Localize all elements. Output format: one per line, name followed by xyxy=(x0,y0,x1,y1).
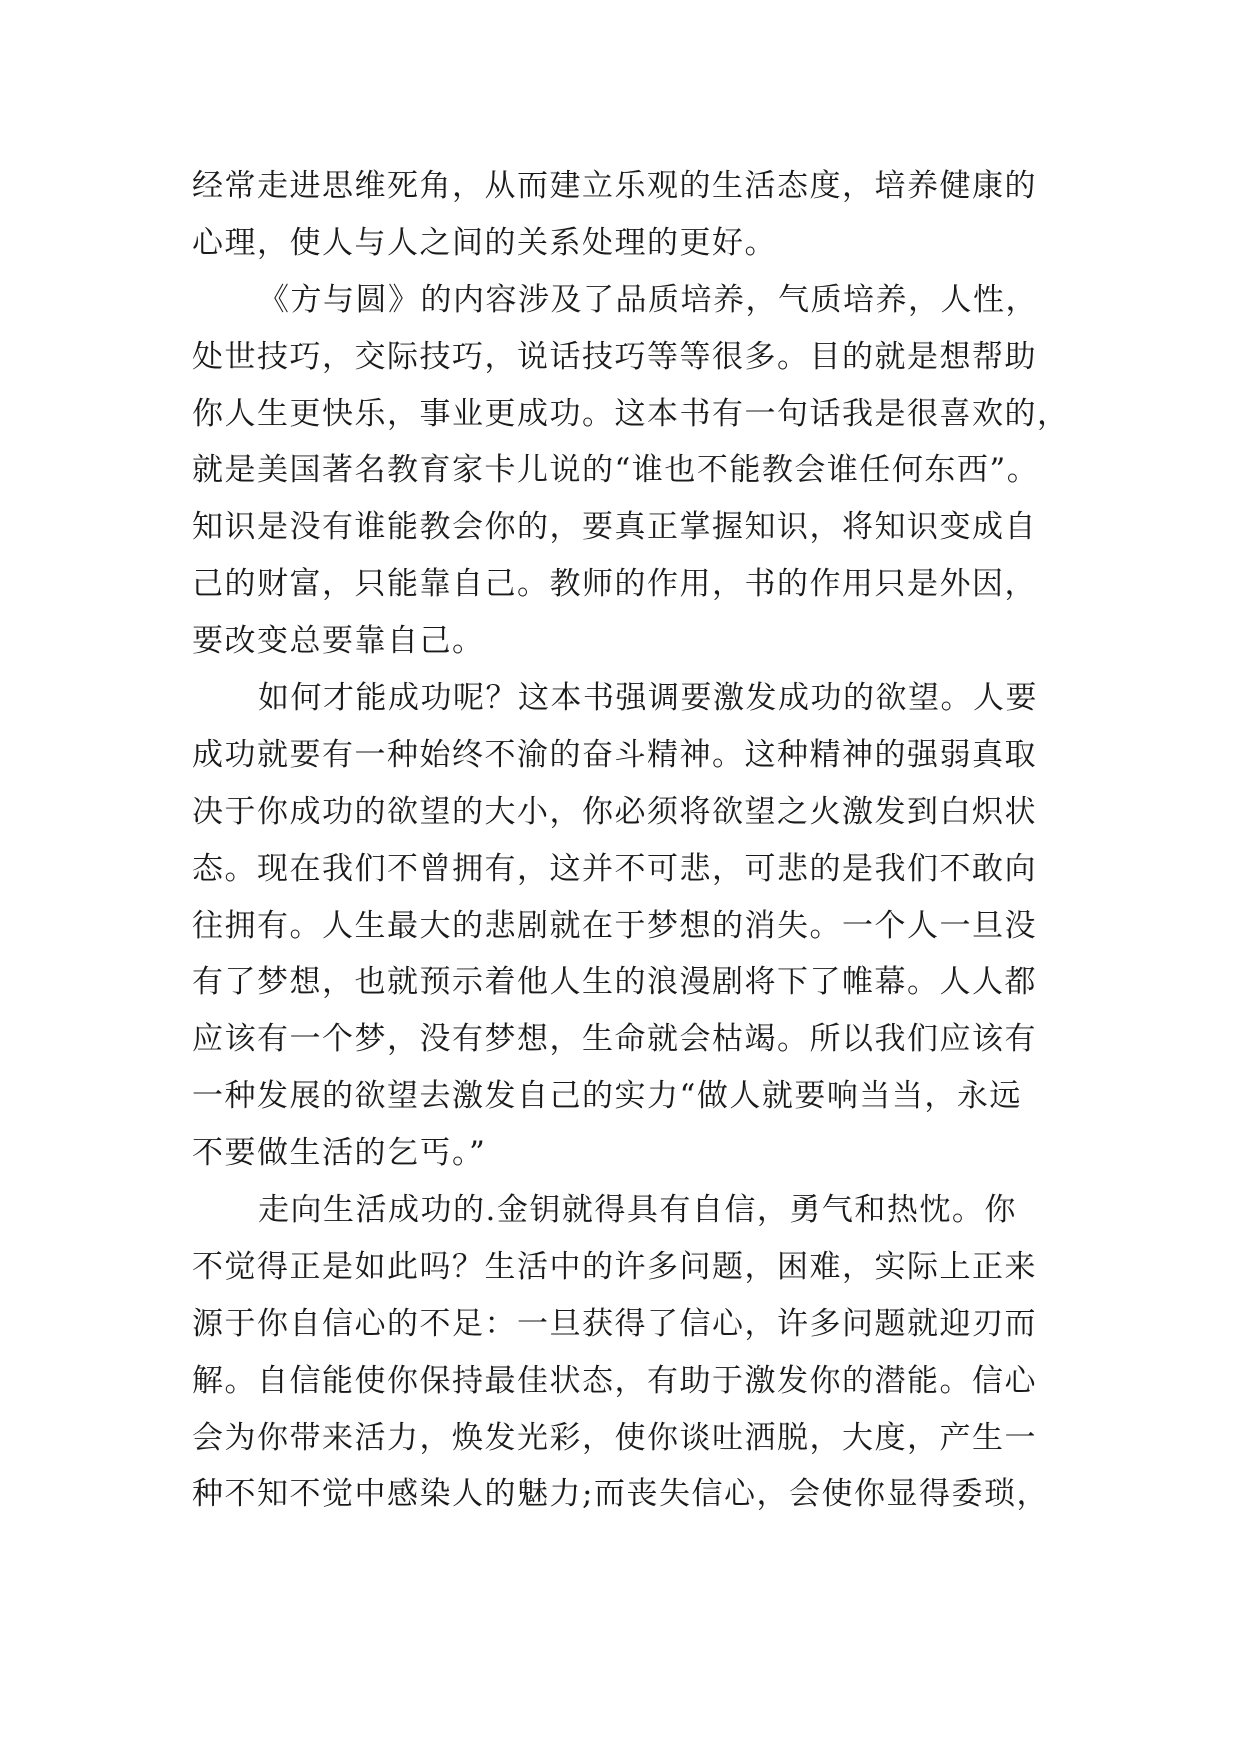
text-line: 有了梦想，也就预示着他人生的浪漫剧将下了帷幕。人人都 xyxy=(192,964,1037,1001)
text-line: 不要做生活的乞丐。” xyxy=(192,1135,487,1172)
text-line: 知识是没有谁能教会你的，要真正掌握知识，将知识变成自 xyxy=(192,509,1037,546)
text-line: 不觉得正是如此吗？生活中的许多问题，困难，实际上正来 xyxy=(192,1248,1037,1285)
text-line: 你人生更快乐，事业更成功。这本书有一句话我是很喜欢的， xyxy=(192,395,1070,432)
text-line: 应该有一个梦，没有梦想，生命就会枯竭。所以我们应该有 xyxy=(192,1021,1037,1058)
text-line: 会为你带来活力，焕发光彩，使你谈吐洒脱，大度，产生一 xyxy=(192,1419,1037,1456)
text-line: 一种发展的欲望去激发自己的实力“做人就要响当当，永远 xyxy=(192,1078,1022,1115)
paragraph-first-line: 走向生活成功的.金钥就得具有自信，勇气和热忱。你 xyxy=(258,1192,1017,1229)
text-line: 心理，使人与人之间的关系处理的更好。 xyxy=(192,224,777,261)
text-line: 源于你自信心的不足：一旦获得了信心，许多问题就迎刃而 xyxy=(192,1305,1037,1342)
text-line: 经常走进思维死角，从而建立乐观的生活态度，培养健康的 xyxy=(192,168,1037,204)
text-line: 态。现在我们不曾拥有，这并不可悲，可悲的是我们不敢向 xyxy=(192,850,1037,887)
paragraph-first-line: 《方与圆》的内容涉及了品质培养，气质培养，人性， xyxy=(258,281,1038,318)
text-line: 成功就要有一种始终不渝的奋斗精神。这种精神的强弱真取 xyxy=(192,736,1037,773)
text-line: 就是美国著名教育家卡儿说的“谁也不能教会谁任何东西”。 xyxy=(192,452,1040,489)
text-line: 解。自信能使你保持最佳状态，有助于激发你的潜能。信心 xyxy=(192,1362,1037,1399)
text-line: 种不知不觉中感染人的魅力;而丧失信心，会使你显得委琐， xyxy=(192,1476,1049,1513)
body-text xyxy=(192,158,1072,1523)
text-line: 处世技巧，交际技巧，说话技巧等等很多。目的就是想帮助 xyxy=(192,338,1037,375)
text-line: 要改变总要靠自己。 xyxy=(192,623,485,660)
text-line: 往拥有。人生最大的悲剧就在于梦想的消失。一个人一旦没 xyxy=(192,907,1037,944)
paragraph-first-line: 如何才能成功呢？这本书强调要激发成功的欲望。人要 xyxy=(258,680,1038,717)
text-line: 己的财富，只能靠自己。教师的作用，书的作用只是外因， xyxy=(192,566,1037,603)
text-line: 决于你成功的欲望的大小，你必须将欲望之火激发到白炽状 xyxy=(192,793,1037,830)
